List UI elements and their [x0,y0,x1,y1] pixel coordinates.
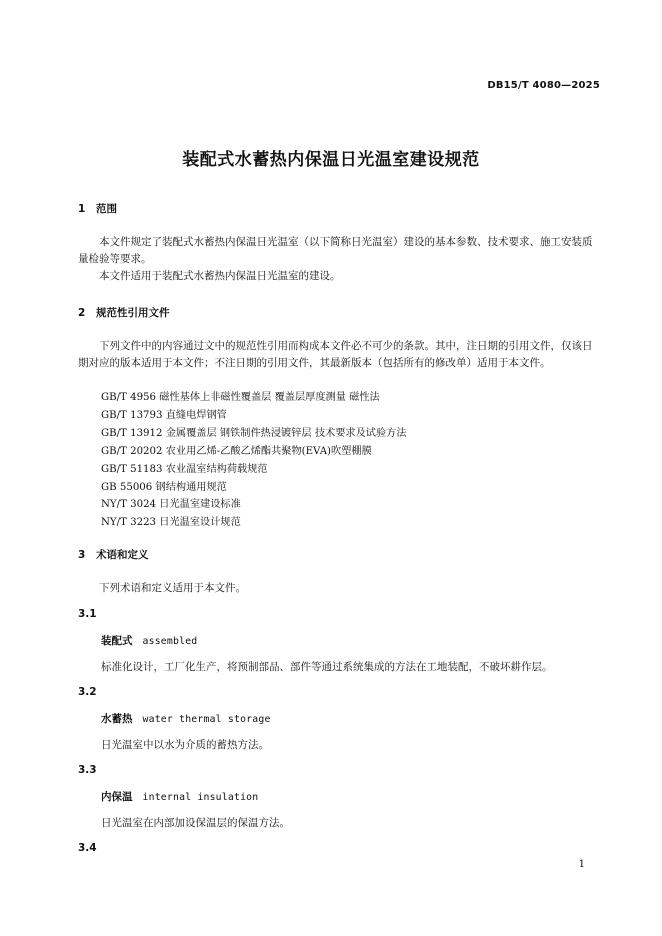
reference-list [101,389,601,532]
section-number: 2 [78,307,86,319]
term-number: 3.2 [78,686,97,698]
section-number: 3 [78,549,86,561]
reference-code: GB/T 4956 [101,392,157,403]
reference-item [101,407,601,425]
reference-title: 日光温室设计规范 [159,517,241,529]
scope-paragraph-1: 本文件规定了装配式水蓄热内保温日光温室（以下简称日光温室）建设的基本参数、技术要求、施工安装质量检验等要求。 [78,236,593,265]
reference-item [101,496,601,514]
reference-code: GB/T 51183 [101,463,163,475]
term-definition: 日光温室中以水为介质的蓄热方法。 [101,739,269,751]
reference-item [101,461,601,479]
reference-title: 金属覆盖层 钢铁制件热浸镀锌层 技术要求及试验方法 [165,427,407,439]
reference-code: GB/T 20202 [101,445,163,457]
reference-item [101,389,601,407]
section-heading-scope [78,201,117,216]
reference-title: 磁性基体上非磁性覆盖层 覆盖层厚度测量 磁性法 [159,392,380,403]
reference-item [101,514,601,532]
terms-intro: 下列术语和定义适用于本文件。 [99,582,246,594]
reference-code: NY/T 3223 [101,517,157,529]
term-number: 3.3 [78,764,97,776]
reference-code: GB/T 13793 [101,409,163,421]
reference-title: 农业温室结构荷载规范 [165,463,268,475]
document-code: DB15/T 4080—2025 [487,80,600,91]
term-chinese: 水蓄热 [101,713,133,725]
section-title: 范围 [96,203,117,215]
section-number: 1 [78,203,86,215]
term-heading [101,789,258,804]
term-heading [101,633,197,648]
section-heading-terms [78,547,149,562]
scope-paragraph-2: 本文件适用于装配式水蓄热内保温日光温室的建设。 [99,270,341,282]
term-chinese: 装配式 [101,635,133,647]
term-number: 3.1 [78,608,97,620]
term-definition: 标准化设计，工厂化生产，将预制部品、部件等通过系统集成的方法在工地装配，不破坏耕作层。 [101,661,553,673]
term-number: 3.4 [78,842,97,854]
term-english: assembled [142,636,198,647]
section-title: 术语和定义 [96,549,149,561]
reference-title: 农业用乙烯-乙酸乙烯酯共聚物(EVA)吹塑棚膜 [165,445,372,457]
reference-title: 直缝电焊钢管 [165,409,227,421]
reference-title: 日光温室建设标准 [159,499,241,511]
term-chinese: 内保温 [101,791,133,803]
term-definition: 日光温室在内部加设保温层的保温方法。 [101,817,290,829]
section-title: 规范性引用文件 [96,307,170,319]
section-heading-references [78,305,170,320]
document-title: 装配式水蓄热内保温日光温室建设规范 [182,150,480,170]
term-heading [101,711,271,726]
term-english: water thermal storage [142,714,271,725]
reference-item [101,479,601,497]
page-number: 1 [578,859,585,870]
reference-title: 钢结构通用规范 [155,481,227,493]
reference-code: GB 55006 [101,481,153,493]
reference-item [101,443,601,461]
references-intro: 下列文件中的内容通过文中的规范性引用而构成本文件必不可少的条款。其中，注日期的引用文件，仅该日期对应的版本适用于本文件；不注日期的引用文件，其最新版本（包括所有的修改单）适用于本文件。 [78,340,593,369]
term-english: internal insulation [142,792,259,803]
reference-code: GB/T 13912 [101,427,163,439]
reference-code: NY/T 3024 [101,499,157,511]
reference-item [101,425,601,443]
